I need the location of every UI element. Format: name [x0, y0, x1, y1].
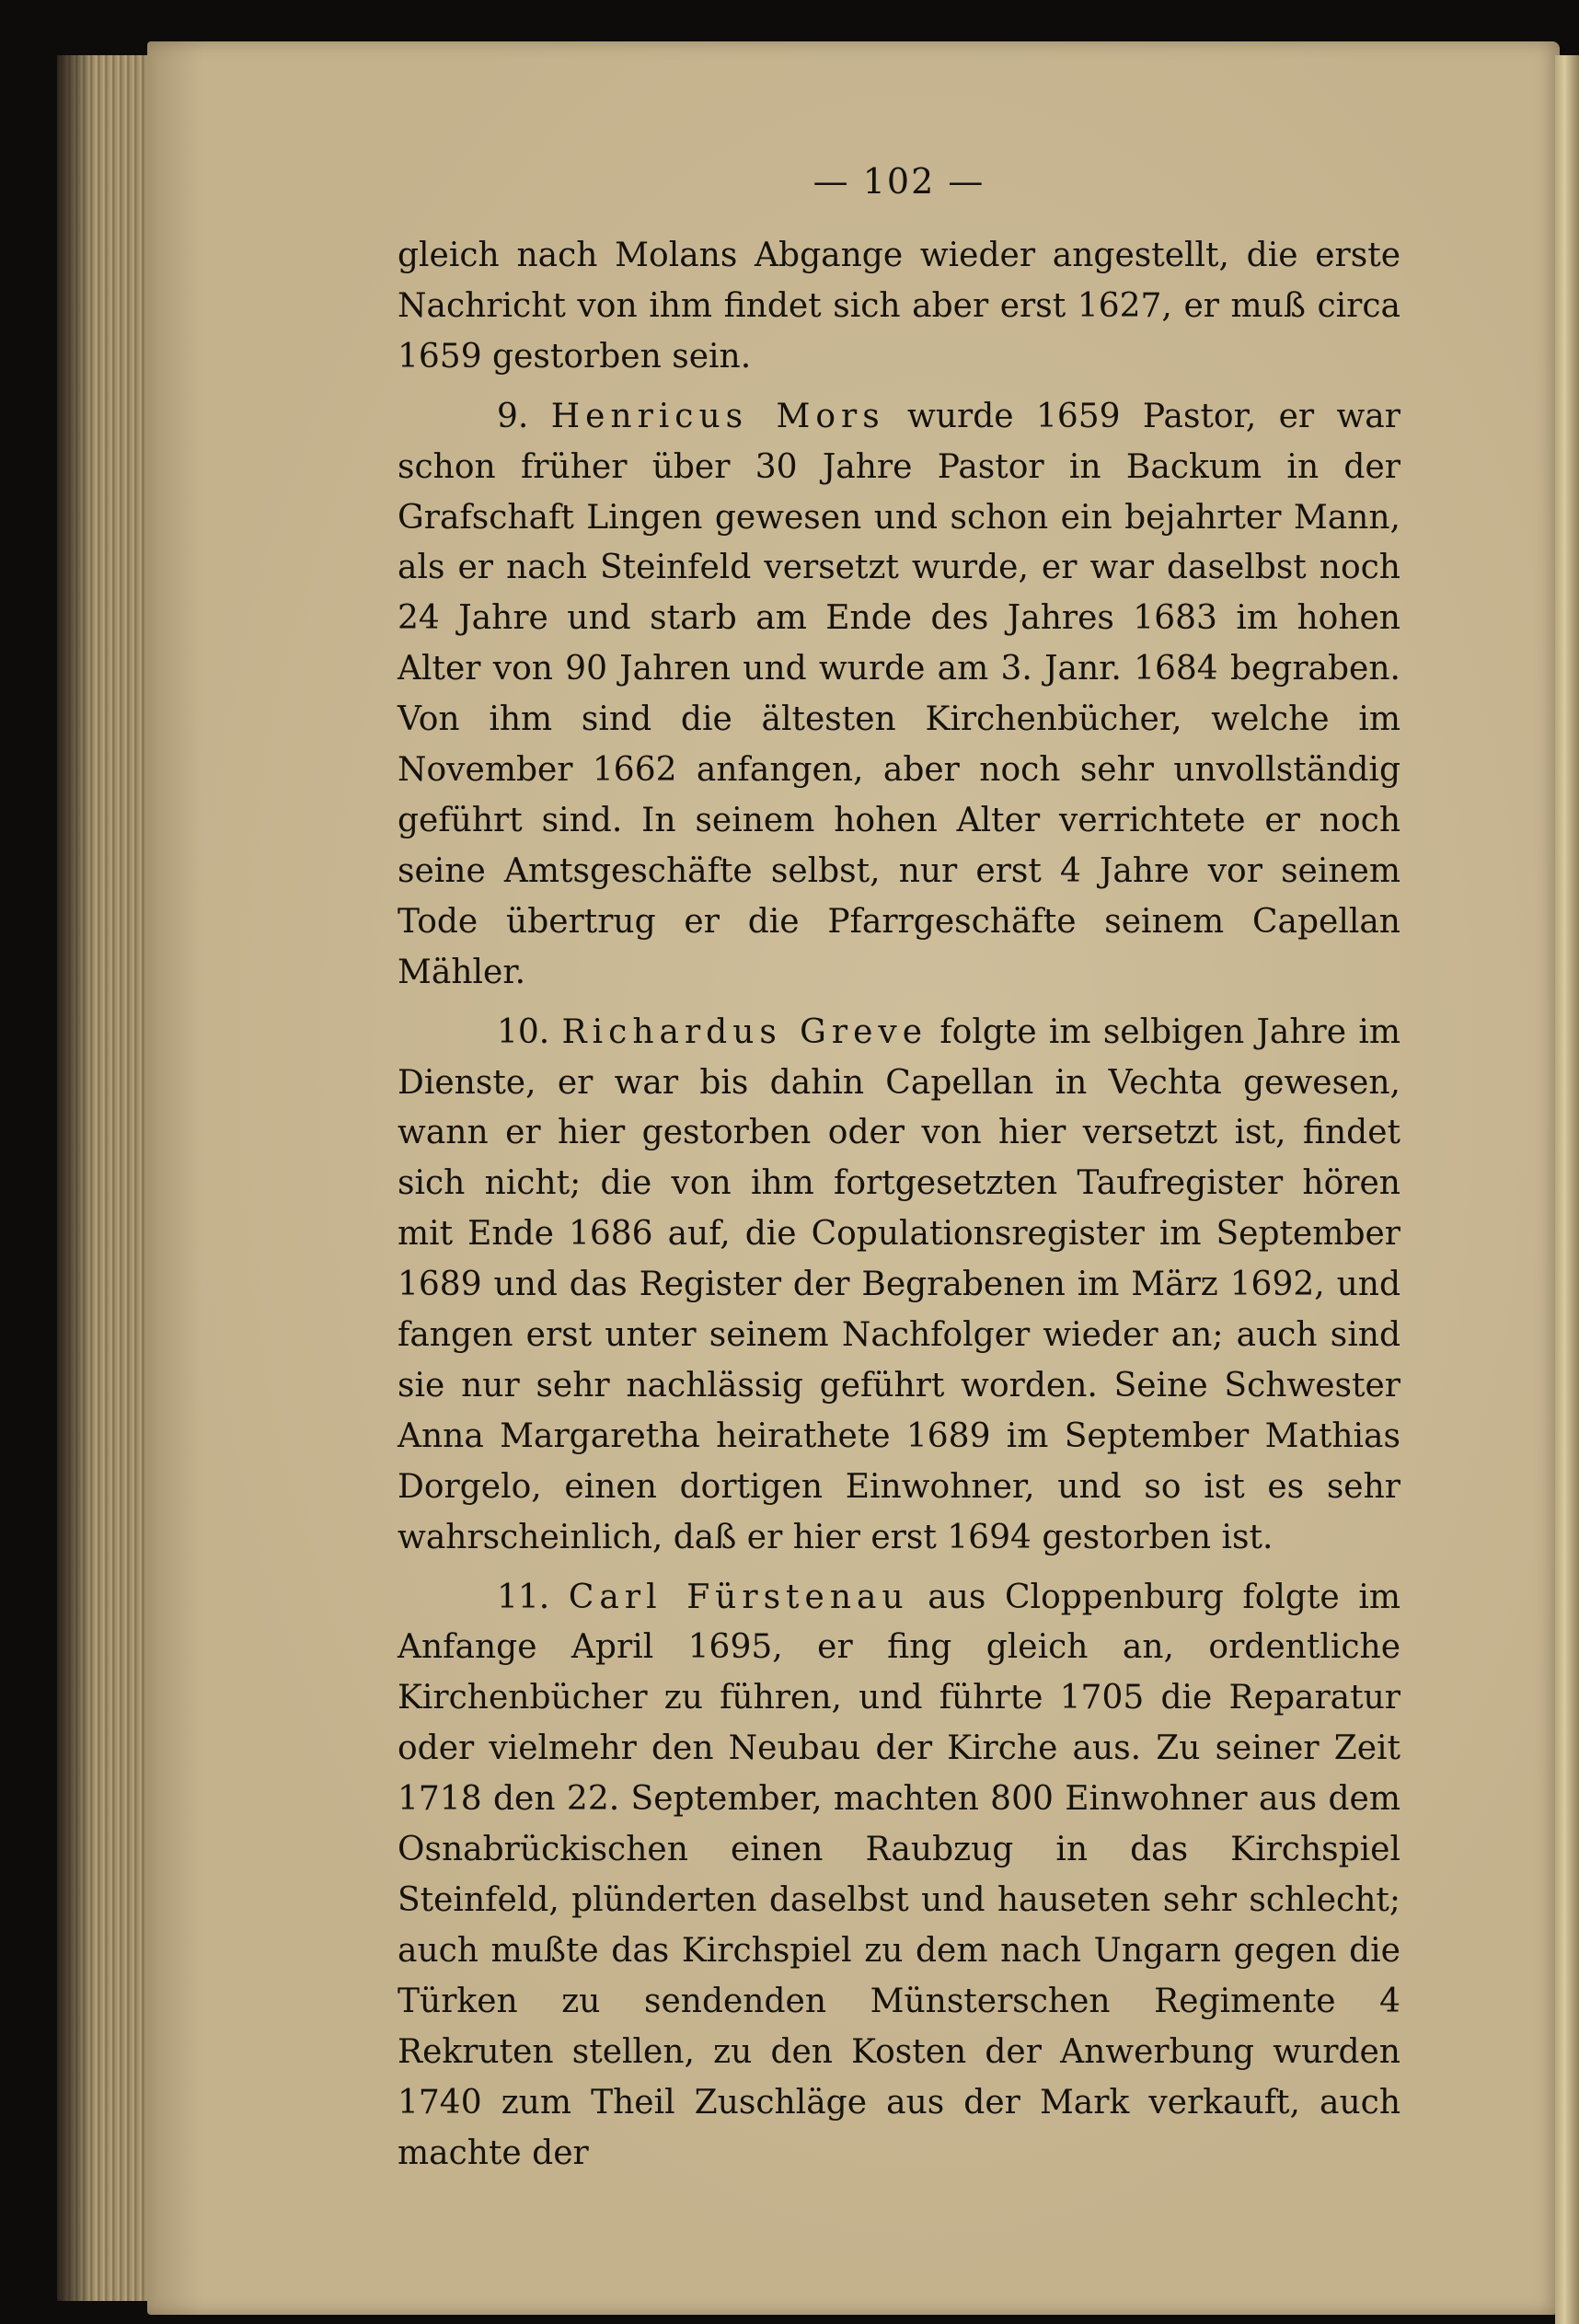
paragraph-text: gleich nach Molans Abgange wieder angestellt, die erste Nachricht von ihm findet sich aber erst 1627, er muß circa 1659 gestorben sein.: [398, 237, 1400, 376]
paragraph-pastor-9: [398, 392, 1400, 999]
paragraph-pastor-10: [398, 1008, 1400, 1564]
pastor-name: Henricus Mors: [550, 397, 885, 435]
pastor-name: Richardus Greve: [561, 1012, 928, 1051]
paragraph-continuation: [398, 231, 1400, 383]
paragraph-text: wurde 1659 Pastor, er war schon früher über 30 Jahre Pastor in Backum in der Grafschaft Lingen gewesen und schon ein bejahrter Mann, als er nach Steinfeld versetzt wurde, er war daselbst noch 24 Jahre und starb am Ende des Jahres 1683 im hohen Alter von 90 Jahren und wurde am 3. Janr. 1684 begraben. Von ihm sind die ältesten Kirchenbücher, welche im November 1662 anfangen, aber noch sehr unvollständig geführt sind. In seinem hohen Alter verrichtete er noch seine Amtsgeschäfte selbst, nur erst 4 Jahre vor seinem Tode übertrug er die Pfarrgeschäfte seinem Capellan Mähler.: [398, 397, 1400, 991]
pastor-name: Carl Fürstenau: [568, 1578, 909, 1616]
entry-number: 11.: [497, 1578, 550, 1616]
binding-shadow: [57, 55, 94, 2301]
page-number: — 102 —: [813, 161, 985, 202]
right-page-edge: [1555, 55, 1579, 2324]
body-text: [398, 231, 1400, 2179]
entry-number: 9.: [497, 397, 529, 435]
paragraph-text: aus Cloppenburg folgte im Anfange April 1695, er fing gleich an, ordentliche Kirchenbücher zu führen, und führte 1705 die Reparatur oder vielmehr den Neubau der Kirche aus. Zu seiner Zeit 1718 den 22. September, machten 800 Einwohner aus dem Osnabrückischen einen Raubzug in das Kirchspiel Steinfeld, plünderten daselbst und hauseten sehr schlecht; auch mußte das Kirchspiel zu dem nach Ungarn gegen die Türken zu sendenden Münsterschen Regimente 4 Rekruten stellen, zu den Kosten der Anwerbung wurden 1740 zum Theil Zuschläge aus der Mark verkauft, auch machte der: [398, 1578, 1400, 2172]
paragraph-text: folgte im selbigen Jahre im Dienste, er war bis dahin Capellan in Vechta gewesen, wann er hier gestorben oder von hier versetzt ist, findet sich nicht; die von ihm fortgesetzten Taufregister hören mit Ende 1686 auf, die Copulationsregister im September 1689 und das Register der Begrabenen im März 1692, und fangen erst unter seinem Nachfolger wieder an; auch sind sie nur sehr nachlässig geführt worden. Seine Schwester Anna Margaretha heirathete 1689 im September Mathias Dorgelo, einen dortigen Einwohner, und so ist es sehr wahrscheinlich, daß er hier erst 1694 gestorben ist.: [398, 1012, 1400, 1556]
paragraph-pastor-11: [398, 1573, 1400, 2179]
entry-number: 10.: [497, 1012, 550, 1051]
